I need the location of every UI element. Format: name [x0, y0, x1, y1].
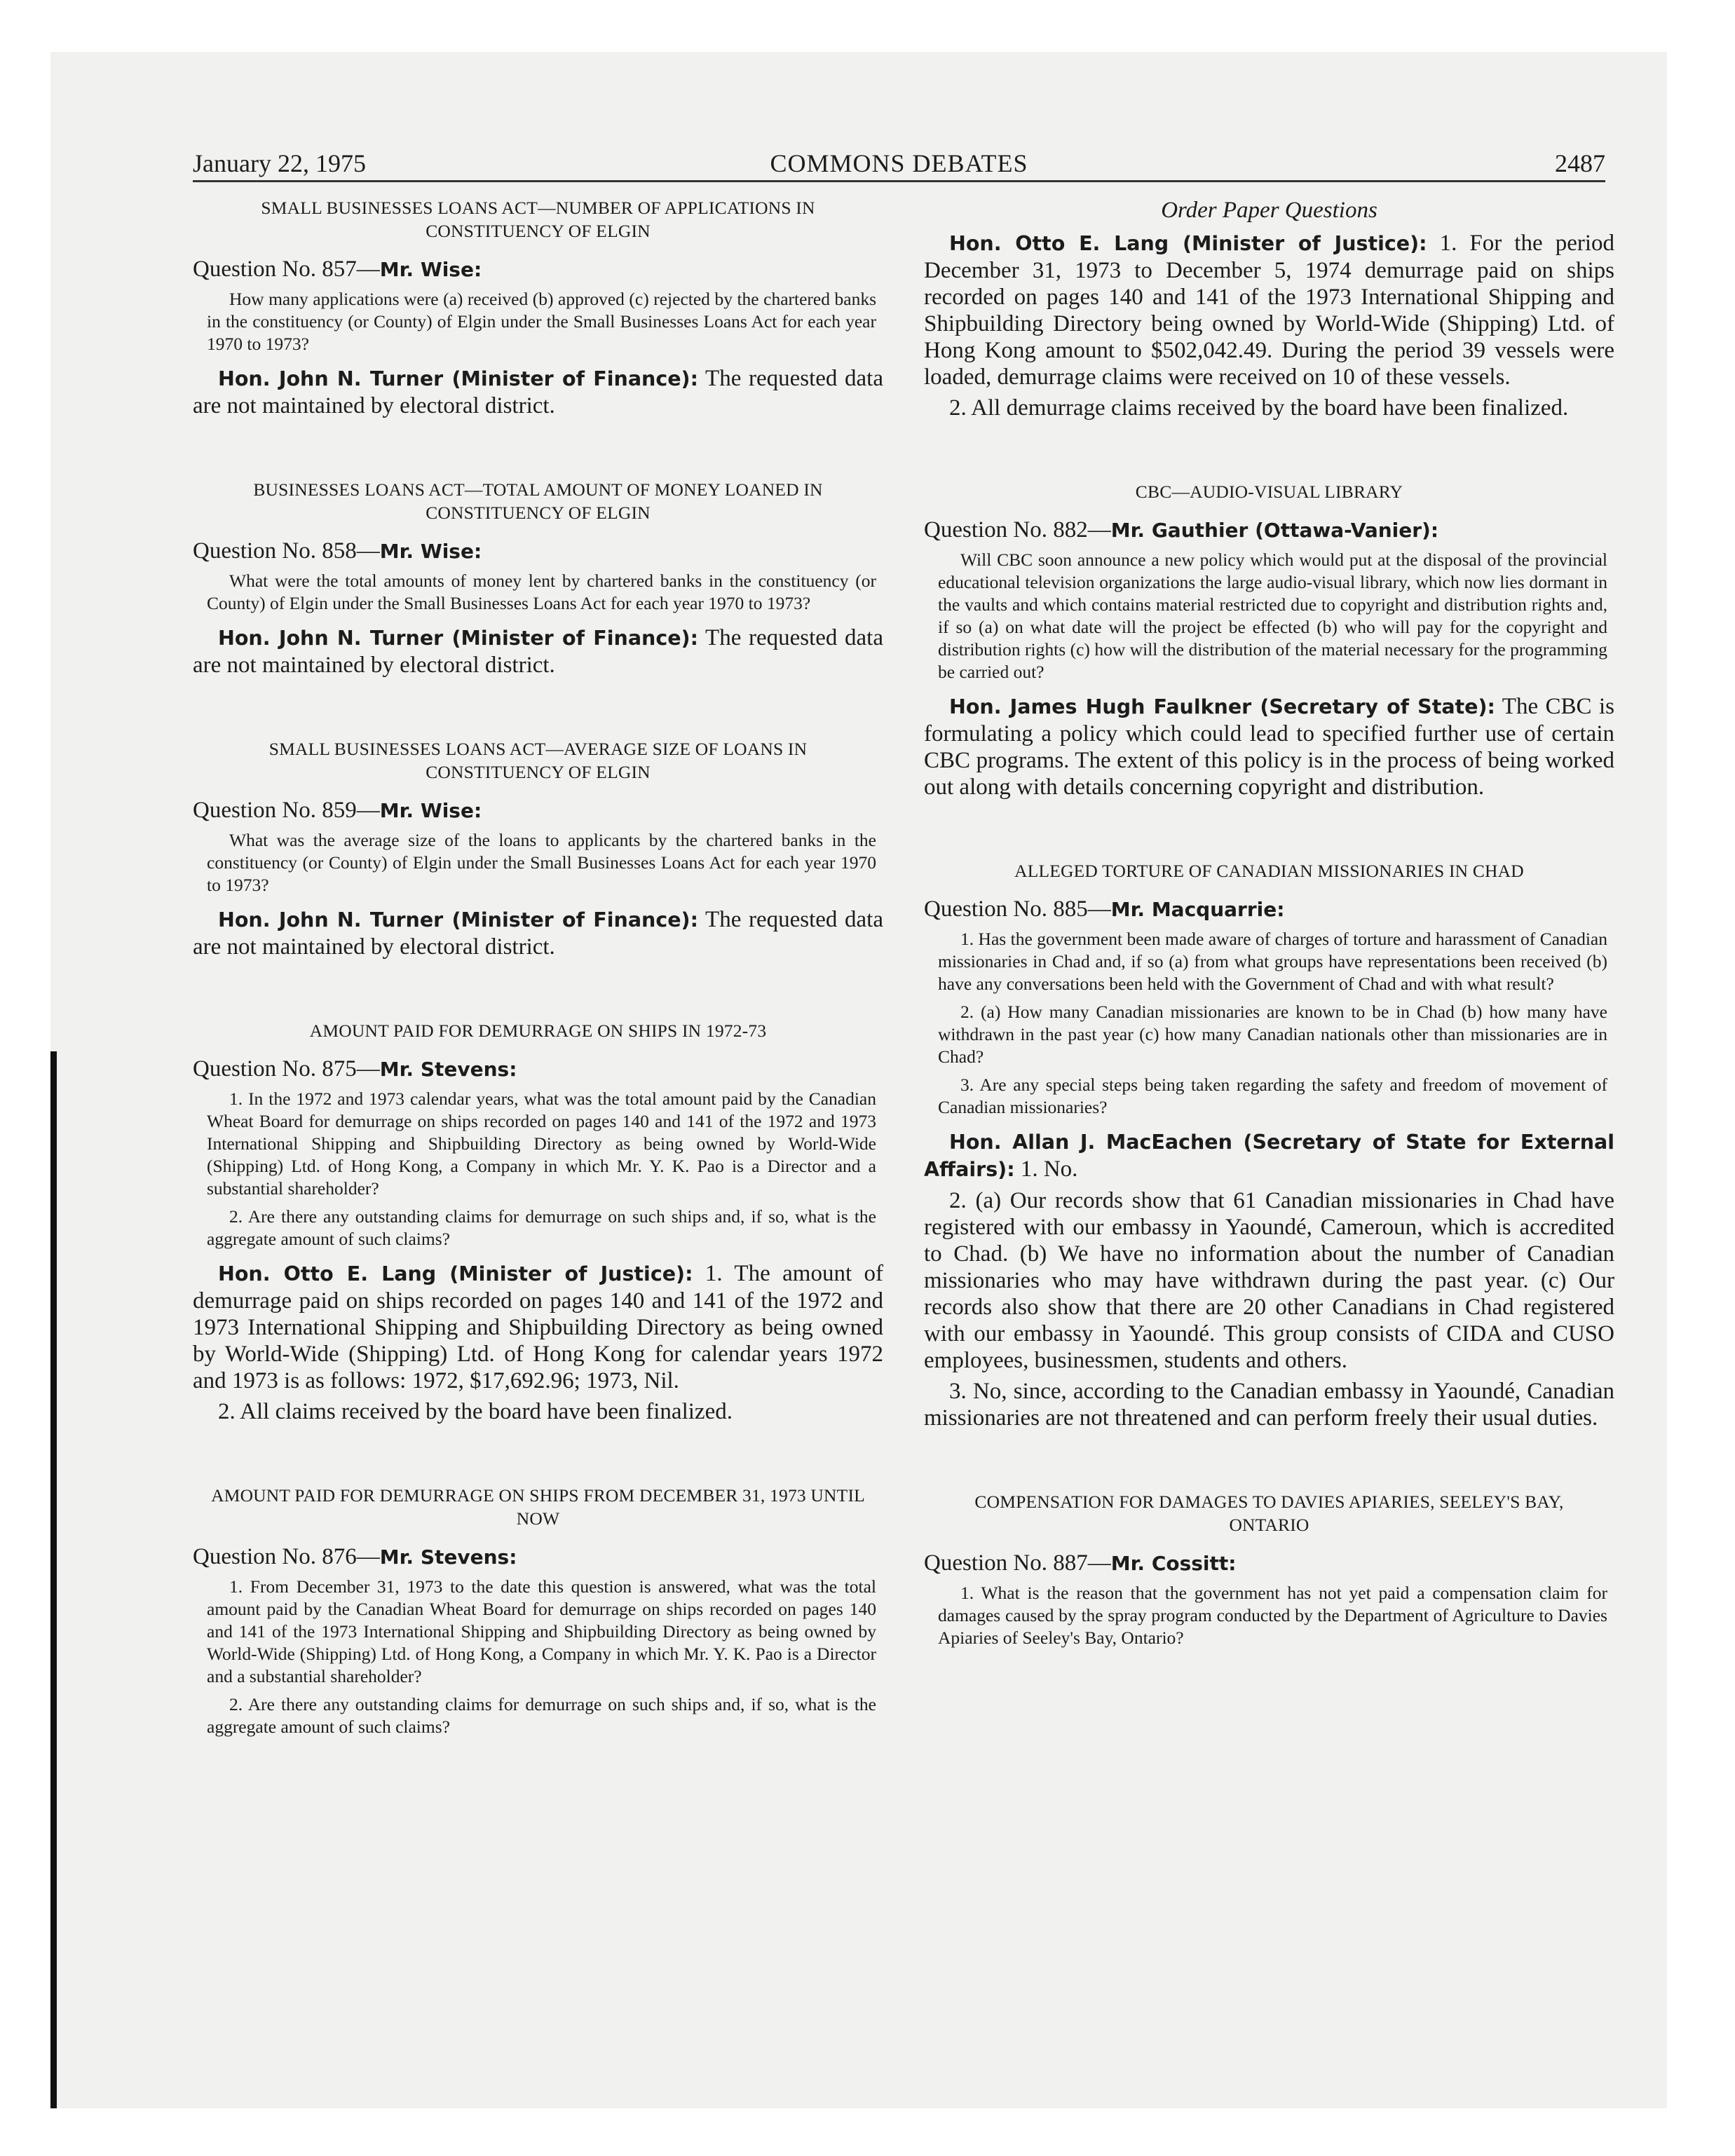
question-text: 2. Are there any outstanding claims for demurrage on such ships and, if so, what is the aggregate amount of such claims? [207, 1694, 876, 1737]
question-line [193, 1543, 883, 1571]
question-line [924, 895, 1614, 924]
question-asker: Mr. Cossitt: [1110, 1552, 1237, 1575]
question-asker: Mr. Wise: [379, 258, 482, 281]
section-heading: COMPENSATION FOR DAMAGES TO DAVIES APIARIES, SEELEY'S BAY, ONTARIO [974, 1492, 1564, 1535]
section-heading: SMALL BUSINESSES LOANS ACT—AVERAGE SIZE OF LOANS IN CONSTITUENCY OF ELGIN [268, 739, 808, 782]
question-text: 3. Are any special steps being taken regarding the safety and freedom of movement of Canadian missionaries? [938, 1074, 1607, 1117]
question-text: How many applications were (a) received (b) approved (c) rejected by the chartered banks in the constituency (or County) of Elgin under the Small Businesses Loans Act for each year 1970 to 1973? [207, 289, 876, 354]
section-heading: AMOUNT PAID FOR DEMURRAGE ON SHIPS FROM DECEMBER 31, 1973 UNTIL NOW [211, 1485, 865, 1529]
answer-text: 1. For the period December 31, 1973 to December 5, 1974 demurrage paid on ships recorded on pages 140 and 141 of the 1973 International Shipping and Shipbuilding Directory being owned by World-Wide (Shipping) Ltd. of Hong Kong amount to $502,042.49. During the period 39 vessels were loaded, demurrage claims were received on 10 of these vessels. [924, 231, 1615, 390]
header-rule [193, 180, 1605, 182]
section-heading: CBC—AUDIO-VISUAL LIBRARY [1135, 482, 1403, 502]
question-number: Question No. 887— [924, 1550, 1111, 1576]
answer-paragraph [924, 1128, 1614, 1183]
question-line [924, 516, 1614, 545]
answer-paragraph: 2. All claims received by the board have been finalized. [218, 1399, 733, 1424]
question-number: Question No. 859— [193, 798, 380, 823]
page-number: 2487 [1555, 149, 1605, 177]
question-number: Question No. 885— [924, 896, 1111, 922]
order-paper-questions-header: Order Paper Questions [1161, 198, 1377, 223]
answer-text: The CBC is formulating a policy which could lead to specified further use of certain CBC programs. The extent of this policy is in the process of being worked out along with details concerning copyright and distribution. [924, 694, 1614, 800]
header-date: January 22, 1975 [193, 149, 366, 177]
question-asker: Mr. Gauthier (Ottawa-Vanier): [1110, 519, 1439, 542]
question-number: Question No. 858— [193, 538, 380, 564]
running-header [193, 146, 1605, 181]
section-gap [193, 419, 883, 478]
question-asker: Mr. Stevens: [379, 1546, 517, 1569]
question-line [193, 1055, 883, 1084]
header-title: COMMONS DEBATES [770, 149, 1028, 177]
question-text: 1. From December 31, 1973 to the date this question is answered, what was the total amount paid by the Canadian Wheat Board for demurrage on ships recorded on pages 140 and 141 of the 1973 International Shipping and Shipbuilding Directory as being owned by World-Wide (Shipping) Ltd. of Hong Kong, a Company in which Mr. Y. K. Pao is a Director and a substantial shareholder? [207, 1576, 876, 1686]
question-text: 2. Are there any outstanding claims for demurrage on such ships and, if so, what is the aggregate amount of such claims? [207, 1206, 876, 1249]
question-text: 1. Has the government been made aware of charges of torture and harassment of Canadian missionaries in Chad and, if so (a) from what groups have representations been received (b) have any conversations been held with the Government of Chad and with what result? [938, 929, 1607, 994]
question-asker: Mr. Wise: [379, 799, 482, 822]
answer-text: 1. No. [1020, 1157, 1078, 1182]
answer-speaker: Hon. Otto E. Lang (Minister of Justice): [949, 232, 1427, 255]
answer-paragraph: 3. No, since, according to the Canadian embassy in Yaoundé, Canadian missionaries are not threatened and can perform freely their usual duties. [924, 1379, 1614, 1431]
answer-paragraph [193, 625, 883, 678]
answer-paragraph [193, 906, 883, 960]
question-line [193, 255, 883, 284]
question-text: What were the total amounts of money lent by chartered banks in the constituency (or County) of Elgin under the Small Businesses Loans Act for each year 1970 to 1973? [207, 571, 876, 613]
question-line [193, 537, 883, 566]
left-column [193, 196, 883, 1744]
section-gap [193, 960, 883, 1019]
question-number: Question No. 882— [924, 517, 1111, 543]
section-gap [924, 1431, 1614, 1490]
section-gap [193, 678, 883, 737]
section-heading: BUSINESSES LOANS ACT—TOTAL AMOUNT OF MONEY LOANED IN CONSTITUENCY OF ELGIN [253, 479, 823, 523]
question-text: 1. In the 1972 and 1973 calendar years, what was the total amount paid by the Canadian Wheat Board for demurrage on ships recorded on pages 140 and 141 of the 1972 and 1973 International Shipping and Shipbuilding Directory as being owned by World-Wide (Shipping) Ltd. of Hong Kong, a Company in which Mr. Y. K. Pao is a Director and a substantial shareholder? [207, 1089, 876, 1199]
section-heading: AMOUNT PAID FOR DEMURRAGE ON SHIPS IN 1972-73 [309, 1021, 767, 1041]
section-gap [193, 1425, 883, 1484]
question-line [924, 1549, 1614, 1578]
binding-edge [50, 1051, 57, 2108]
answer-paragraph [924, 230, 1614, 390]
answer-speaker: Hon. John N. Turner (Minister of Finance): [218, 627, 698, 650]
question-asker: Mr. Stevens: [379, 1058, 517, 1081]
question-number: Question No. 857— [193, 257, 380, 282]
question-text: 1. What is the reason that the government has not yet paid a compensation claim for damages caused by the spray program conducted by the Department of Agriculture to Davies Apiaries of Seeley's Bay, Ontario? [938, 1583, 1607, 1648]
answer-speaker: Hon. Allan J. MacEachen (Secretary of State for External Affairs): [924, 1131, 1614, 1181]
answer-text: The requested data are not maintained by electoral district. [193, 366, 883, 418]
answer-paragraph [193, 1260, 883, 1394]
question-asker: Mr. Macquarrie: [1110, 898, 1285, 921]
answer-paragraph: 2. (a) Our records show that 61 Canadian missionaries in Chad have registered with our embassy in Yaoundé, Cameroun, which is accredited to Chad. (b) We have no information about the number of Canadian missionaries who may have withdrawn during the past year. (c) Our records also show that there are 20 other Canadians in Chad registered with our embassy in Yaoundé. This group consists of CIDA and CUSO employees, businessmen, students and others. [924, 1188, 1614, 1373]
section-heading: SMALL BUSINESSES LOANS ACT—NUMBER OF APPLICATIONS IN CONSTITUENCY OF ELGIN [261, 198, 815, 241]
answer-speaker: Hon. Otto E. Lang (Minister of Justice): [218, 1262, 693, 1285]
answer-speaker: Hon. James Hugh Faulkner (Secretary of State): [949, 695, 1495, 718]
question-text: Will CBC soon announce a new policy which would put at the disposal of the provincial educational television organizations the large audio-visual library, which now lies dormant in the vaults and which contains material restricted due to copyright and distribution rights and, if so (a) on what date will the project be effected (b) who will pay for the copyright and distribution rights (c) how will the distribution of the material necessary for the programming be carried out? [938, 550, 1607, 682]
question-text: 2. (a) How many Canadian missionaries are known to be in Chad (b) how many have withdrawn in the past year (c) how many Canadian nationals other than missionaries are in Chad? [938, 1002, 1607, 1067]
right-column [924, 196, 1614, 1655]
answer-speaker: Hon. John N. Turner (Minister of Finance): [218, 367, 698, 390]
answer-speaker: Hon. John N. Turner (Minister of Finance): [218, 908, 698, 932]
answer-paragraph: 2. All demurrage claims received by the board have been finalized. [949, 395, 1569, 421]
section-heading: ALLEGED TORTURE OF CANADIAN MISSIONARIES IN CHAD [1014, 861, 1524, 881]
question-line [193, 796, 883, 825]
section-gap [924, 421, 1614, 480]
answer-text: The requested data are not maintained by electoral district. [193, 625, 883, 678]
question-text: What was the average size of the loans to applicants by the chartered banks in the constituency (or County) of Elgin under the Small Businesses Loans Act for each year 1970 to 1973? [207, 830, 876, 895]
section-gap [924, 800, 1614, 859]
answer-text: 1. The amount of demurrage paid on ships recorded on pages 140 and 141 of the 1972 and 1973 International Shipping and Shipbuilding Directory as being owned by World-Wide (Shipping) Ltd. of Hong Kong for calendar years 1972 and 1973 is as follows: 1972, $17,692.96; 1973, Nil. [193, 1261, 884, 1393]
question-asker: Mr. Wise: [379, 540, 482, 563]
question-number: Question No. 875— [193, 1056, 380, 1082]
question-number: Question No. 876— [193, 1544, 380, 1569]
answer-paragraph [924, 693, 1614, 800]
answer-text: The requested data are not maintained by electoral district. [193, 907, 883, 960]
answer-paragraph [193, 365, 883, 419]
